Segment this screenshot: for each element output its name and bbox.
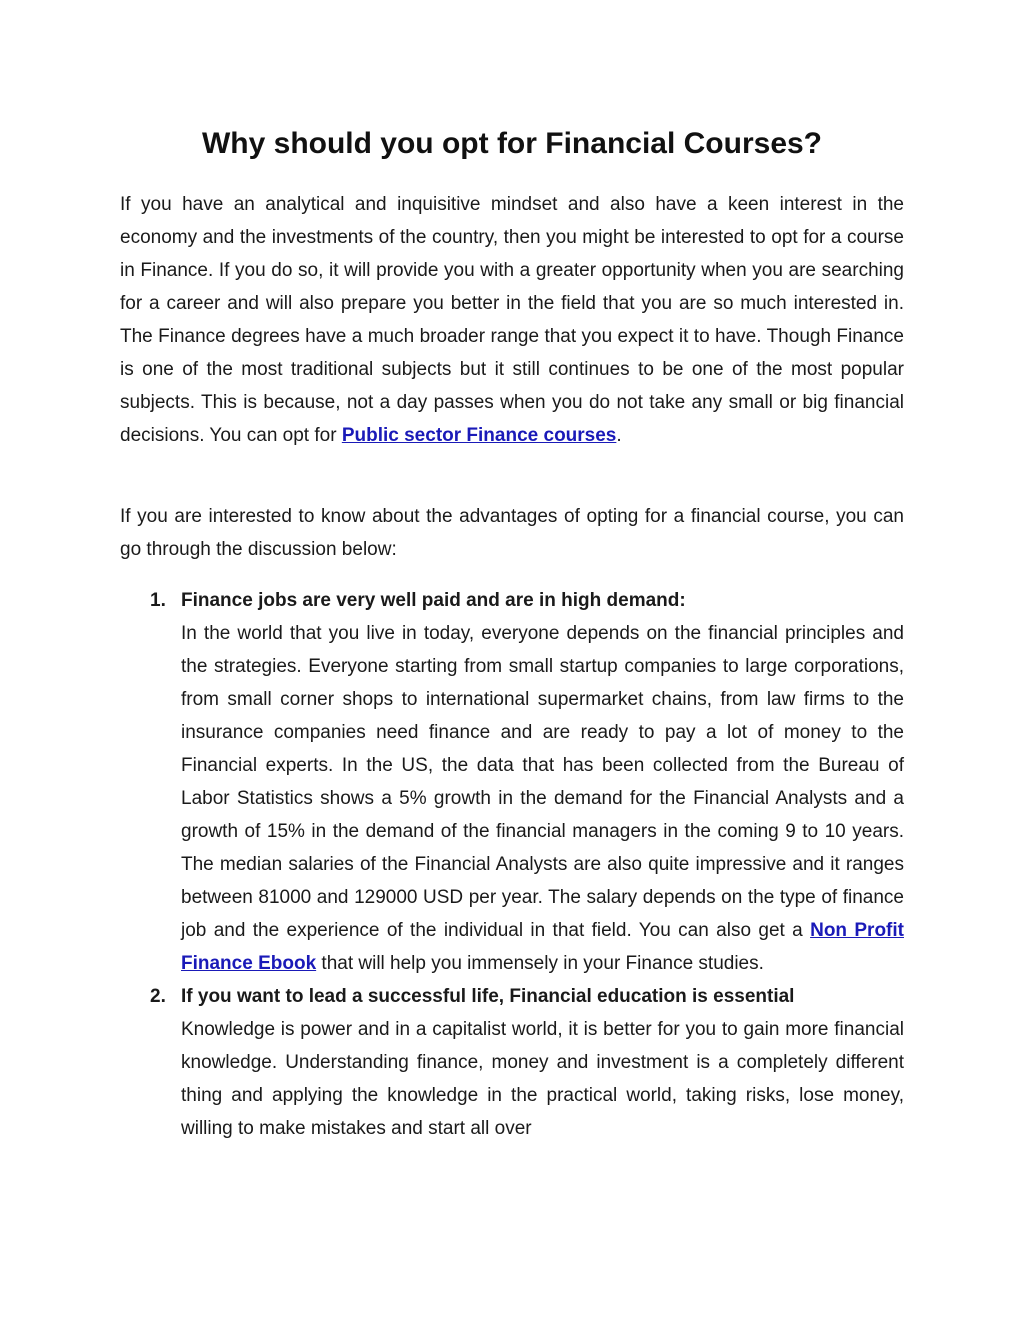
page-title: Why should you opt for Financial Courses? <box>201 127 823 160</box>
non-profit-finance-ebook-link[interactable]: Non Profit Finance Ebook <box>181 920 904 974</box>
list-item-heading: Finance jobs are very well paid and are in high demand: <box>181 590 686 611</box>
list-item-body-text-end: that will help you immensely in your Finance studies. <box>316 953 764 974</box>
intro-paragraph <box>120 188 904 452</box>
list-number: 2. <box>150 986 166 1007</box>
list-item-body-text: In the world that you live in today, everyone depends on the financial principles and the strategies. Everyone starting from small startup companies to large corporations, from small corner shops to international supermarket chains, from law firms to the insurance companies need finance and are ready to pay a lot of money to the Financial experts. In the US, the data that has been collected from the Bureau of Labor Statistics shows a 5% growth in the demand for the Financial Analysts and a growth of 15% in the demand of the financial managers in the coming 9 to 10 years. The median salaries of the Financial Analysts are also quite impressive and it ranges between 81000 and 129000 USD per year. The salary depends on the type of finance job and the experience of the individual in that field. You can also get a <box>181 623 904 941</box>
intro-text: If you have an analytical and inquisitive mindset and also have a keen interest in the economy and the investments of the country, then you might be interested to opt for a course in Finance. If you do so, it will provide you with a greater opportunity when you are searching for a career and will also prepare you better in the field that you are so much interested in. The Finance degrees have a much broader range that you expect it to have. Though Finance is one of the most traditional subjects but it still continues to be one of the most popular subjects. This is because, not a day passes when you do not take any small or big financial decisions. You can opt for <box>120 194 904 446</box>
intro-text-end: . <box>616 425 622 446</box>
advantages-list <box>120 584 904 1145</box>
list-item-body: Knowledge is power and in a capitalist world, it is better for you to gain more financial knowledge. Understanding finance, money and investment is a completely different thing and applying the knowledge in the practical world, taking risks, lose money, willing to make mistakes and start all over <box>181 1019 904 1139</box>
list-number: 1. <box>150 590 166 611</box>
list-item-heading: If you want to lead a successful life, Financial education is essential <box>181 986 795 1007</box>
advantages-intro-paragraph: If you are interested to know about the advantages of opting for a financial course, you can go through the discussion below: <box>120 506 904 560</box>
list-item <box>120 980 904 1145</box>
public-sector-finance-courses-link[interactable]: Public sector Finance courses <box>341 425 617 446</box>
list-item-body <box>181 617 904 980</box>
list-item <box>120 584 904 980</box>
